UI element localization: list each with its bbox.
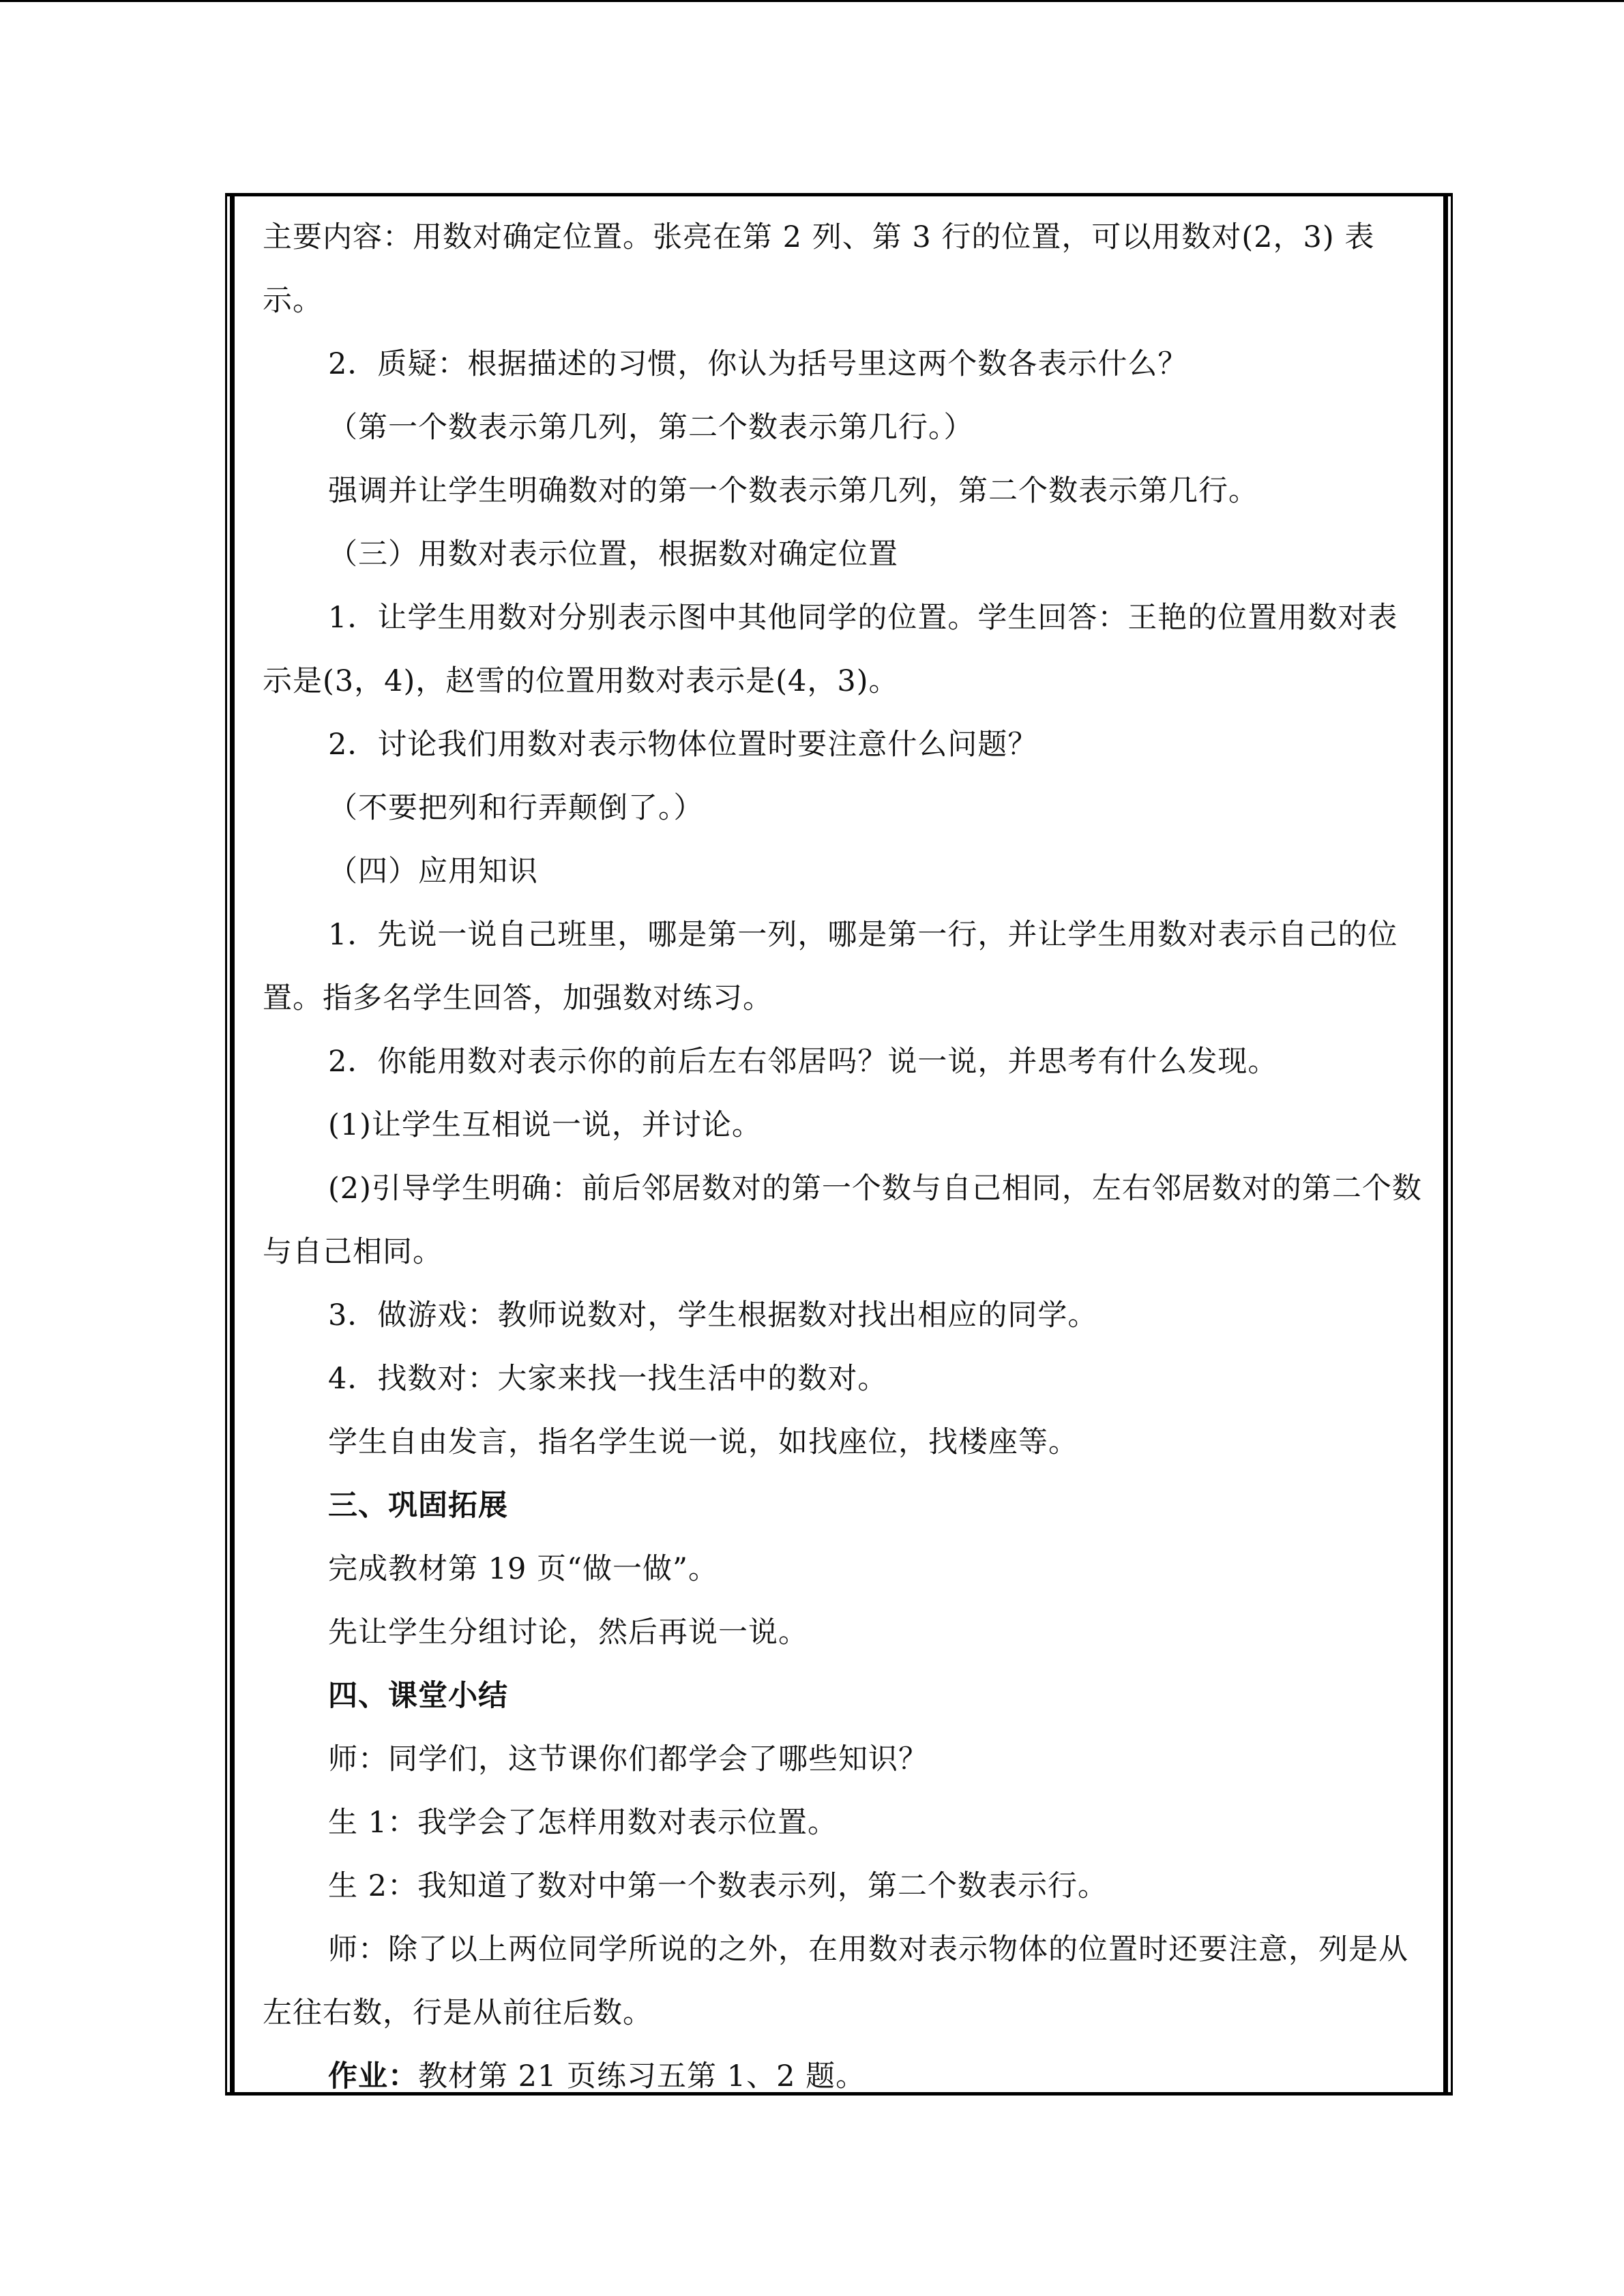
homework-label: 作业： bbox=[328, 2059, 418, 2093]
homework-text: 教材第 21 页练习五第 1、2 题。 bbox=[418, 2059, 866, 2093]
paragraph-main-content: 主要内容：用数对确定位置。张亮在第 2 列、第 3 行的位置，可以用数对(2，3) 表示。 bbox=[263, 220, 1375, 318]
heading-consolidate: 三、巩固拓展 bbox=[328, 1489, 508, 1523]
page-top-border bbox=[0, 0, 1624, 2]
paragraph-apply-3: 3．做游戏：教师说数对，学生根据数对找出相应的同学。 bbox=[328, 1298, 1098, 1332]
paragraph-apply-2-1: (1)让学生互相说一说，并讨论。 bbox=[328, 1108, 762, 1142]
paragraph-question: 2．质疑：根据描述的习惯，你认为括号里这两个数各表示什么？ bbox=[328, 347, 1188, 381]
table-left-double-border bbox=[225, 196, 235, 2092]
paragraph-apply-2: 2．你能用数对表示你的前后左右邻居吗？说一说，并思考有什么发现。 bbox=[328, 1045, 1278, 1079]
paragraph-discussion-answer: （不要把列和行弄颠倒了。） bbox=[328, 791, 704, 825]
paragraph-discussion: 2．讨论我们用数对表示物体位置时要注意什么问题？ bbox=[328, 728, 1038, 762]
paragraph-emphasis: 强调并让学生明确数对的第一个数表示第几列，第二个数表示第几行。 bbox=[328, 474, 1258, 508]
document-table-frame bbox=[225, 193, 1453, 2096]
heading-summary: 四、课堂小结 bbox=[328, 1679, 508, 1713]
paragraph-teacher-summary: 师：除了以上两位同学所说的之外，在用数对表示物体的位置时还要注意，列是从左往右数，行是从前往后数。 bbox=[263, 1933, 1408, 2030]
paragraph-answer: （第一个数表示第几列，第二个数表示第几行。） bbox=[328, 411, 974, 445]
table-right-double-border bbox=[1443, 196, 1453, 2092]
paragraph-exercise-1: 1．让学生用数对分别表示图中其他同学的位置。学生回答：王艳的位置用数对表示是(3，4)，赵雪的位置用数对表示是(4，3)。 bbox=[263, 601, 1398, 698]
paragraph-student-1: 生 1：我学会了怎样用数对表示位置。 bbox=[328, 1806, 838, 1840]
paragraph-group: 先让学生分组讨论，然后再说一说。 bbox=[328, 1615, 808, 1650]
paragraph-apply-1: 1．先说一说自己班里，哪是第一列，哪是第一行，并让学生用数对表示自己的位置。指多名学生回答，加强数对练习。 bbox=[263, 918, 1398, 1015]
section-heading-3: （三）用数对表示位置，根据数对确定位置 bbox=[328, 537, 898, 571]
paragraph-apply-4: 4．找数对：大家来找一找生活中的数对。 bbox=[328, 1362, 888, 1396]
lesson-content bbox=[263, 206, 1422, 2108]
paragraph-free-talk: 学生自由发言，指名学生说一说，如找座位，找楼座等。 bbox=[328, 1425, 1078, 1459]
section-heading-4: （四）应用知识 bbox=[328, 854, 538, 889]
paragraph-student-2: 生 2：我知道了数对中第一个数表示列，第二个数表示行。 bbox=[328, 1869, 1108, 1903]
paragraph-apply-2-2: (2)引导学生明确：前后邻居数对的第一个数与自己相同，左右邻居数对的第二个数与自己相同。 bbox=[263, 1172, 1422, 1269]
paragraph-teacher-question: 师：同学们，这节课你们都学会了哪些知识？ bbox=[328, 1742, 928, 1776]
paragraph-homework bbox=[263, 2045, 1422, 2108]
paragraph-textbook: 完成教材第 19 页“做一做”。 bbox=[328, 1552, 719, 1586]
